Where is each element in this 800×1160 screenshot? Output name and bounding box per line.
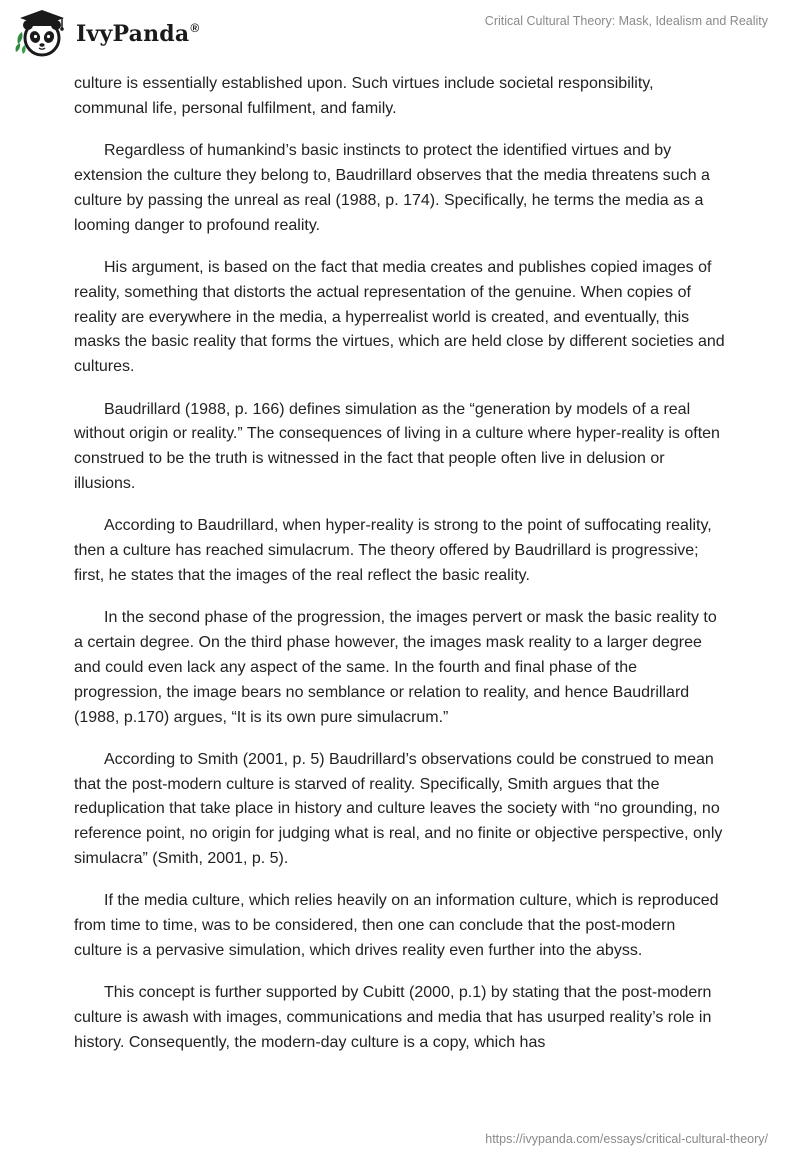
source-url[interactable]: https://ivypanda.com/essays/critical-cultural-theory/ bbox=[485, 1132, 768, 1146]
paragraph: Baudrillard (1988, p. 166) defines simulation as the “generation by models of a real without origin or reality.” The consequences of living in a culture where hyper-reality is often construed to be the truth is witnessed in the fact that people often live in delusion or illusions. bbox=[74, 400, 720, 492]
brand-logo[interactable] bbox=[14, 8, 199, 58]
paragraph: If the media culture, which relies heavily on an information culture, which is reproduced from time to time, was to be considered, then one can conclude that the post-modern culture is a pervasive simulation, which drives reality even further into the abyss. bbox=[74, 892, 719, 960]
paragraph: This concept is further supported by Cubitt (2000, p.1) by stating that the post-modern culture is awash with images, communications and media that has usurped reality’s role in history. Consequently, the modern-day culture is a copy, which has bbox=[74, 984, 712, 1052]
paragraph: According to Baudrillard, when hyper-reality is strong to the point of suffocating reality, then a culture has reached simulacrum. The theory offered by Baudrillard is progressive; first, he states that the images of the real reflect the basic reality. bbox=[74, 517, 712, 584]
essay-body bbox=[74, 72, 726, 1073]
paragraph: According to Smith (2001, p. 5) Baudrillard’s observations could be construed to mean that the post-modern culture is starved of reality. Specifically, Smith argues that the reduplication that take place in history and culture leaves the society with “no grounding, no reference point, no origin for judging what is real, and no finite or objective perspective, only simulacra” (Smith, 2001, p. 5). bbox=[74, 750, 723, 868]
document-title: Critical Cultural Theory: Mask, Idealism and Reality bbox=[484, 14, 768, 28]
paragraph: His argument, is based on the fact that media creates and publishes copied images of reality, something that distorts the actual representation of the genuine. When copies of reality are everywhere in the media, a hyperrealist world is created, and eventually, this masks the basic reality that forms the virtues, which are held close by different societies and cultures. bbox=[74, 258, 725, 376]
brand-name: IvyPanda® bbox=[76, 21, 200, 47]
paragraph: culture is essentially established upon. Such virtues include societal responsibility, communal life, personal fulfilment, and family. bbox=[74, 75, 654, 117]
paragraph: Regardless of humankind’s basic instincts to protect the identified virtues and by extension the culture they belong to, Baudrillard observes that the media threatens such a culture by passing the unreal as real (1988, p. 174). Specifically, he terms the media as a looming danger to profound reality. bbox=[74, 142, 710, 234]
paragraph: In the second phase of the progression, the images pervert or mask the basic reality to a certain degree. On the third phase however, the images mask reality to a larger degree and could even lack any aspect of the same. In the fourth and final phase of the progression, the image bears no semblance or relation to reality, and hence Baudrillard (1988, p.170) argues, “It is its own pure simulacrum.” bbox=[74, 609, 717, 726]
registered-mark: ® bbox=[190, 21, 200, 35]
panda-graduate-icon bbox=[14, 8, 72, 58]
page-header bbox=[0, 0, 800, 70]
